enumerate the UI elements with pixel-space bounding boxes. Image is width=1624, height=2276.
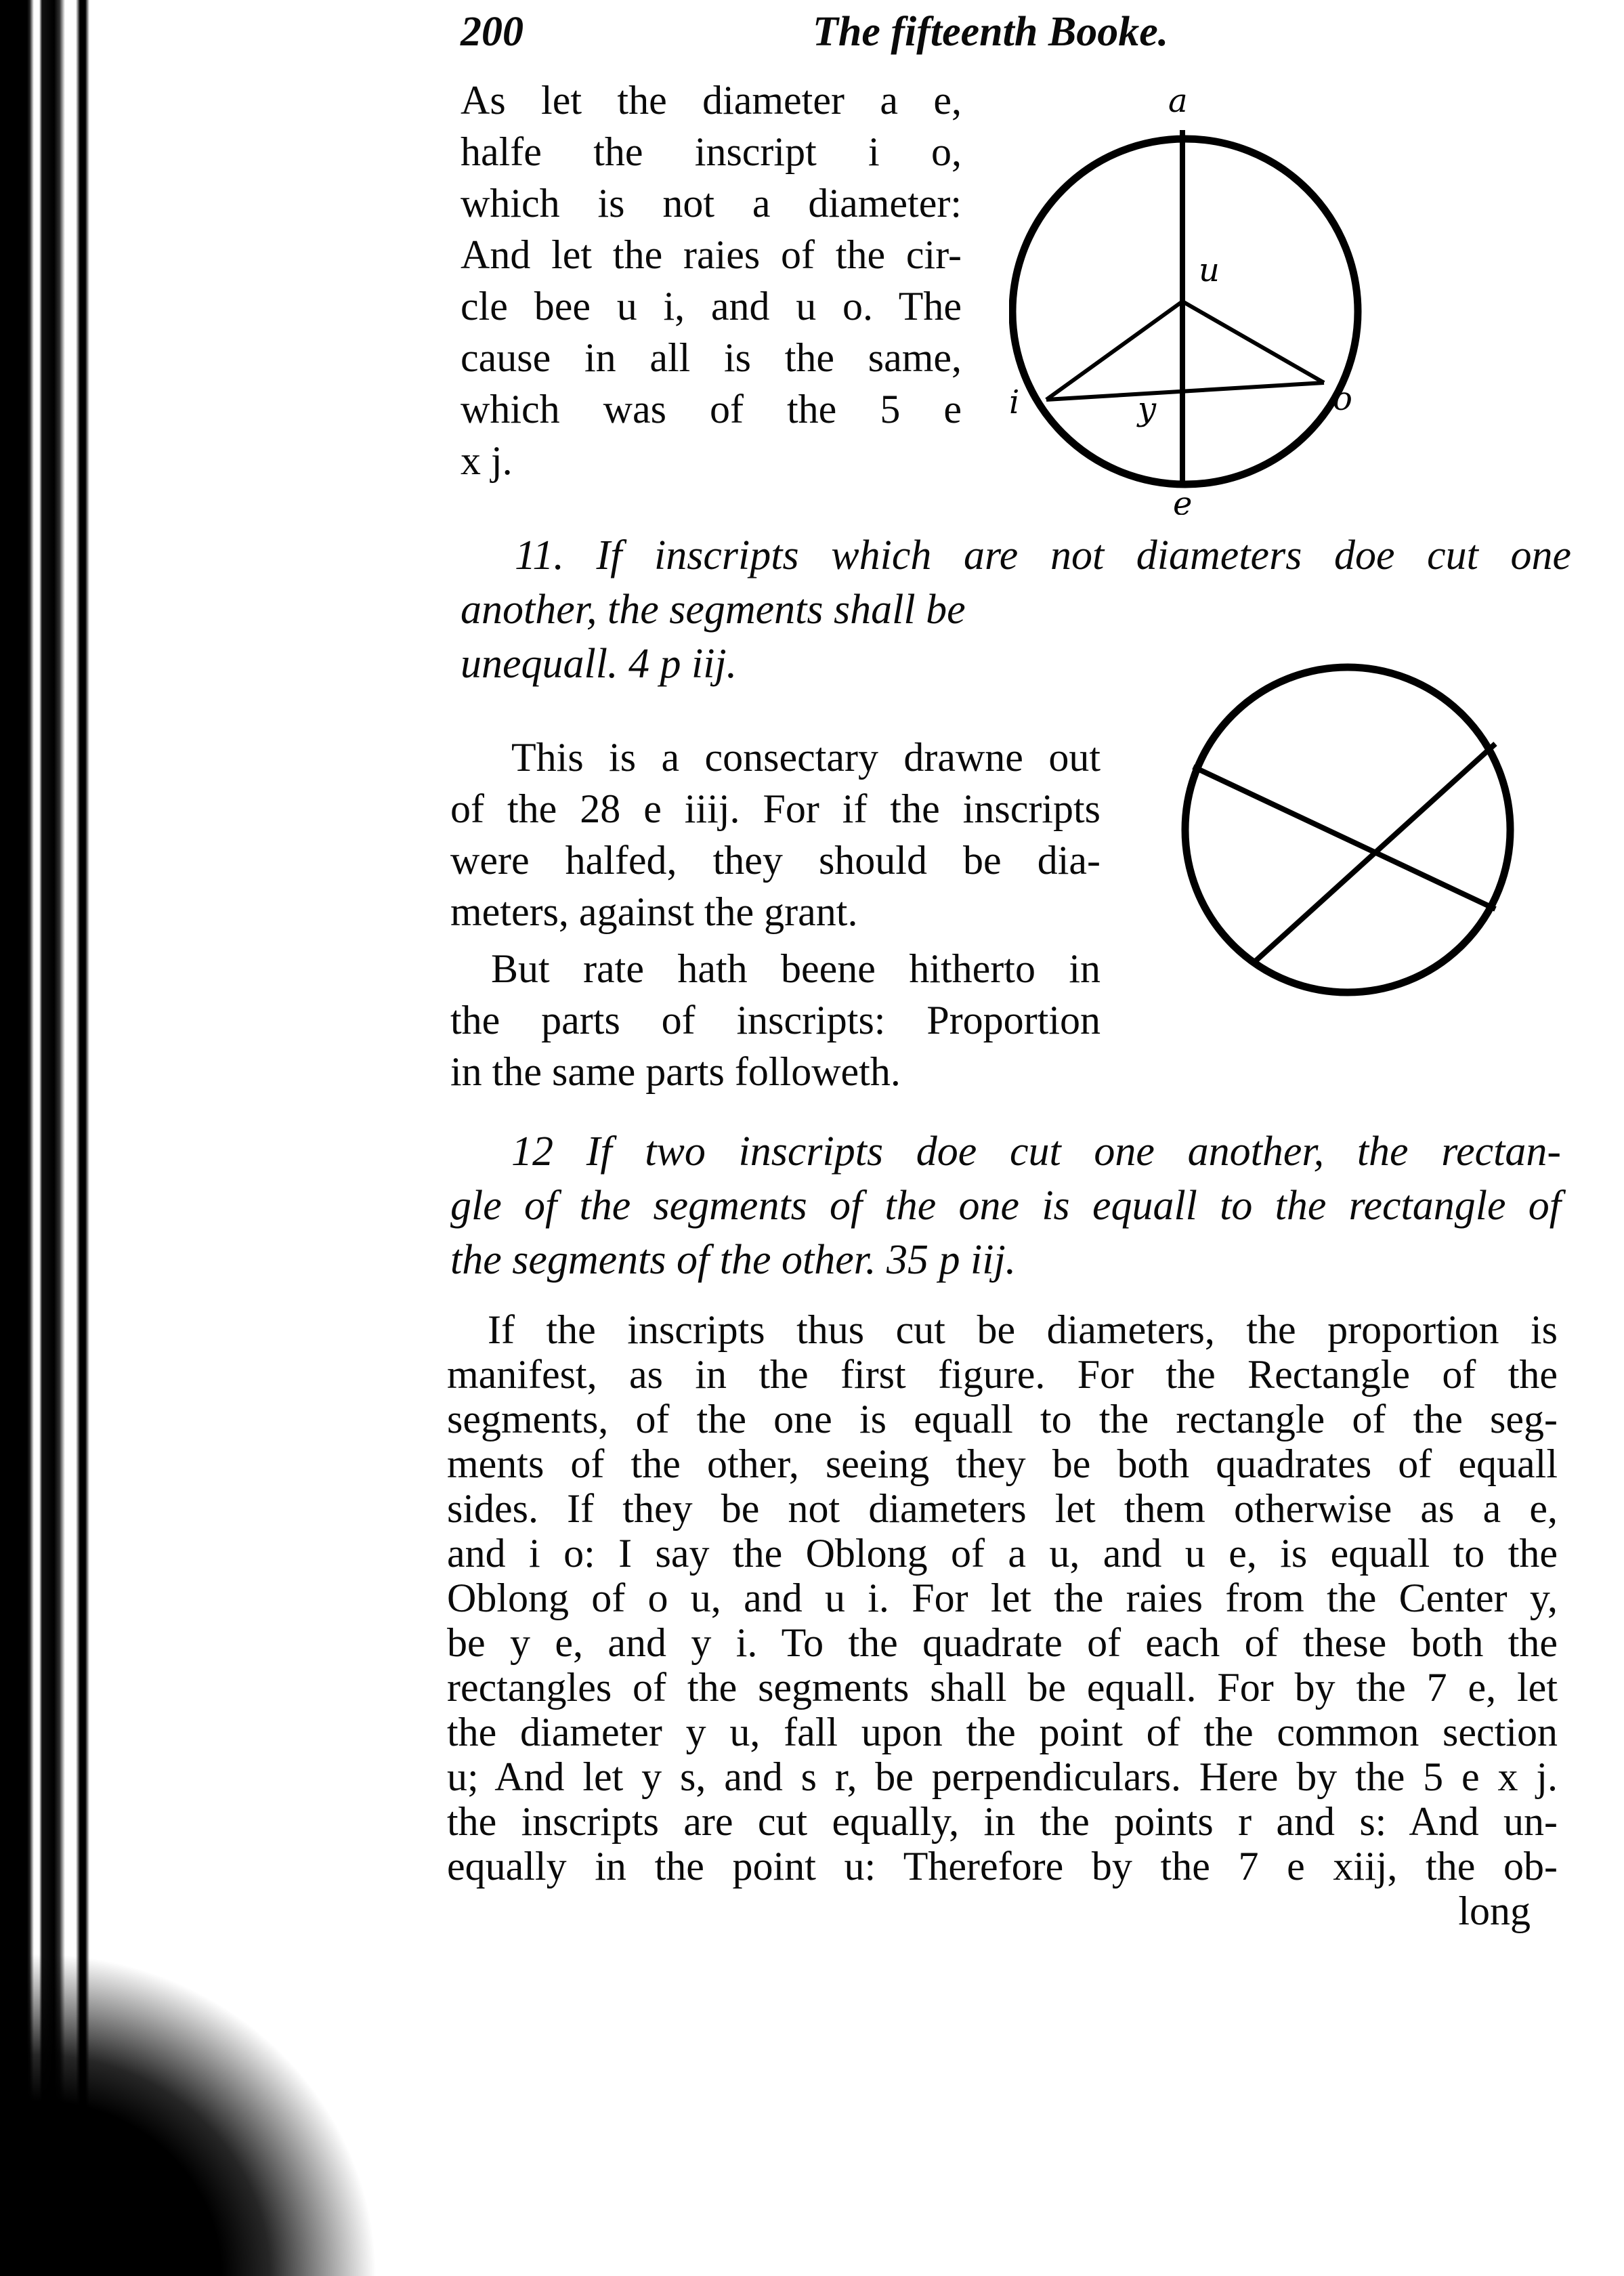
text-line: the inscripts are cut equally, in the points r and s: And un- bbox=[447, 1799, 1558, 1844]
label-u: u bbox=[1199, 251, 1220, 289]
text-line: But rate hath beene hitherto in bbox=[491, 946, 1101, 991]
raie-uo bbox=[1182, 301, 1324, 383]
proposition-line: 11. If inscripts which are not diameters doe cut one bbox=[515, 532, 1571, 578]
raie-ui bbox=[1046, 301, 1182, 400]
text-line: u; And let y s, and s r, be perpendiculars. Here by the 5 e x j. bbox=[447, 1754, 1558, 1799]
paragraph-main bbox=[447, 1307, 1558, 1933]
text-line: which was of the 5 e bbox=[461, 387, 962, 431]
text-line: ments of the other, seeing they be both quadrates of equall bbox=[447, 1441, 1558, 1486]
running-head bbox=[461, 8, 1273, 62]
paragraph-rate bbox=[450, 943, 1101, 1097]
label-a: a bbox=[1168, 82, 1188, 120]
figure-crossing-inscripts-svg bbox=[1178, 650, 1517, 1009]
text-line: the parts of inscripts: Proportion bbox=[450, 998, 1101, 1042]
text-line: If the inscripts thus cut be diameters, the proportion is bbox=[488, 1307, 1558, 1352]
text-line: were halfed, they should be dia- bbox=[450, 838, 1101, 883]
book-spine-gutter bbox=[0, 0, 102, 2276]
text-line: meters, against the grant. bbox=[450, 889, 858, 934]
text-line: As let the diameter a e, bbox=[461, 78, 962, 123]
text-line: the diameter y u, fall upon the point of the common section bbox=[447, 1710, 1558, 1754]
label-o: o bbox=[1333, 380, 1352, 418]
text-line: cause in all is the same, bbox=[461, 335, 962, 380]
text-line: x j. bbox=[461, 438, 513, 483]
text-line: of the 28 e iiij. For if the inscripts bbox=[450, 786, 1101, 831]
text-line: Oblong of o u, and u i. For let the raies from the Center y, bbox=[447, 1576, 1558, 1620]
text-line: sides. If they be not diameters let them otherwise as a e, bbox=[447, 1486, 1558, 1531]
text-line: cle bee u i, and u o. The bbox=[461, 284, 962, 329]
label-y: y bbox=[1138, 390, 1157, 428]
scan-shadow bbox=[0, 1951, 379, 2276]
inscript-two bbox=[1252, 744, 1495, 965]
figure-crossing-inscripts bbox=[1178, 650, 1517, 1009]
proposition-line: 12 If two inscripts doe cut one another, the rectan- bbox=[511, 1129, 1561, 1175]
proposition-line: another, the segments shall be bbox=[461, 587, 966, 633]
paragraph-consectary bbox=[450, 732, 1101, 937]
text-line: halfe the inscript i o, bbox=[461, 129, 962, 174]
text-line: segments, of the one is equall to the rectangle of the seg- bbox=[447, 1397, 1558, 1441]
text-line: and i o: I say the Oblong of a u, and u e, is equall to the bbox=[447, 1531, 1558, 1576]
figure-circle-diameter bbox=[1009, 81, 1388, 515]
proposition-line: the segments of the other. 35 p iij. bbox=[450, 1237, 1017, 1283]
running-head-title: The fifteenth Booke. bbox=[813, 9, 1169, 55]
text-line: be y e, and y i. To the quadrate of each of these both the bbox=[447, 1620, 1558, 1665]
text-line: This is a consectary drawne out bbox=[511, 735, 1101, 780]
text-line: manifest, as in the first figure. For the Rectangle of the bbox=[447, 1352, 1558, 1397]
page-number: 200 bbox=[461, 9, 523, 55]
text-line: rectangles of the segments shall be equall. For by the 7 e, let bbox=[447, 1665, 1558, 1710]
text-line: And let the raies of the cir- bbox=[461, 232, 962, 277]
label-e: e bbox=[1173, 485, 1193, 515]
catchword: long bbox=[1458, 1889, 1531, 1933]
text-line: which is not a diameter: bbox=[461, 181, 962, 226]
figure-circle-diameter-svg bbox=[1009, 81, 1388, 515]
text-line: in the same parts followeth. bbox=[450, 1049, 901, 1094]
paragraph-top bbox=[461, 75, 962, 486]
text-line: equally in the point u: Therefore by the 7 e xiij, the ob- bbox=[447, 1844, 1558, 1889]
proposition-line: unequall. 4 p iij. bbox=[461, 641, 738, 687]
proposition-line: gle of the segments of the one is equall to the rectangle of bbox=[450, 1183, 1561, 1229]
circle-outline bbox=[1185, 667, 1510, 992]
proposition-12 bbox=[450, 1124, 1561, 1287]
label-i: i bbox=[1009, 383, 1020, 421]
